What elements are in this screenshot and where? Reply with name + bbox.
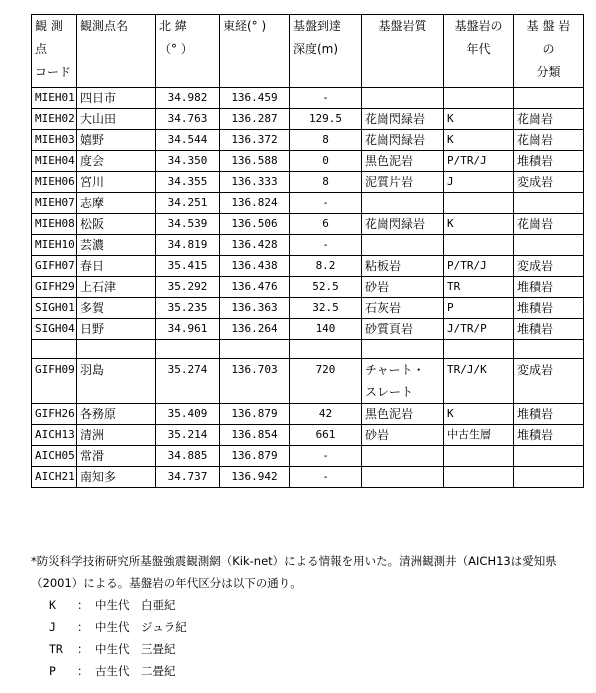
cell-age	[444, 88, 514, 109]
cell-depth: -	[290, 193, 362, 214]
cell-name: 各務原	[77, 404, 156, 425]
cell-quality	[362, 193, 444, 214]
cell-age	[444, 193, 514, 214]
legend-item	[49, 594, 591, 616]
cell-class: 堆積岩	[514, 277, 584, 298]
cell-lat: 35.292	[156, 277, 220, 298]
cell-code: MIEH01	[32, 88, 77, 109]
cell-lat: 35.214	[156, 425, 220, 446]
empty-cell	[77, 340, 156, 359]
cell-age: TR	[444, 277, 514, 298]
table-row	[32, 404, 584, 425]
cell-code: SIGH01	[32, 298, 77, 319]
cell-quality: 花崗閃緑岩	[362, 130, 444, 151]
header-age: 基盤岩の 年代	[444, 15, 514, 88]
cell-code: GIFH26	[32, 404, 77, 425]
empty-cell	[156, 340, 220, 359]
cell-quality: 花崗閃緑岩	[362, 109, 444, 130]
legend-desc: 中生代 三畳紀	[95, 642, 176, 656]
legend-item	[49, 638, 591, 660]
legend-item	[49, 616, 591, 638]
table-row	[32, 256, 584, 277]
cell-class: 堆積岩	[514, 298, 584, 319]
cell-class: 変成岩	[514, 256, 584, 277]
cell-lat: 35.415	[156, 256, 220, 277]
legend-separator: ：	[77, 598, 89, 612]
cell-depth: 6	[290, 214, 362, 235]
cell-age: TR/J/K	[444, 359, 514, 404]
cell-lon: 136.879	[220, 446, 290, 467]
header-code: 観 測 点 コード	[32, 15, 77, 88]
cell-name: 上石津	[77, 277, 156, 298]
cell-name: 宮川	[77, 172, 156, 193]
table-row	[32, 235, 584, 256]
cell-lat: 34.819	[156, 235, 220, 256]
empty-cell	[220, 340, 290, 359]
cell-lon: 136.287	[220, 109, 290, 130]
header-lon: 東経(° )	[220, 15, 290, 88]
cell-depth: 8	[290, 172, 362, 193]
cell-code: AICH13	[32, 425, 77, 446]
cell-lat: 34.885	[156, 446, 220, 467]
table-row	[32, 109, 584, 130]
cell-lat: 34.763	[156, 109, 220, 130]
cell-lon: 136.506	[220, 214, 290, 235]
legend-desc: 古生代 二畳紀	[95, 664, 176, 678]
cell-lat: 34.544	[156, 130, 220, 151]
cell-lat: 34.982	[156, 88, 220, 109]
cell-age: P	[444, 298, 514, 319]
cell-lon: 136.428	[220, 235, 290, 256]
cell-name: 嬉野	[77, 130, 156, 151]
cell-name: 清洲	[77, 425, 156, 446]
cell-age: P/TR/J	[444, 256, 514, 277]
cell-code: MIEH08	[32, 214, 77, 235]
cell-quality: 砂岩	[362, 425, 444, 446]
cell-age: K	[444, 130, 514, 151]
observation-table	[31, 14, 584, 488]
cell-lon: 136.459	[220, 88, 290, 109]
legend-desc: 中生代 ジュラ紀	[95, 620, 187, 634]
cell-lon: 136.588	[220, 151, 290, 172]
cell-lat: 35.235	[156, 298, 220, 319]
cell-lon: 136.824	[220, 193, 290, 214]
cell-code: MIEH06	[32, 172, 77, 193]
cell-lat: 35.274	[156, 359, 220, 404]
cell-name: 羽島	[77, 359, 156, 404]
cell-depth: 8.2	[290, 256, 362, 277]
cell-lat: 34.350	[156, 151, 220, 172]
cell-lon: 136.879	[220, 404, 290, 425]
cell-lat: 34.251	[156, 193, 220, 214]
empty-cell	[514, 340, 584, 359]
cell-quality	[362, 446, 444, 467]
cell-lat: 34.355	[156, 172, 220, 193]
cell-name: 大山田	[77, 109, 156, 130]
cell-age: K	[444, 109, 514, 130]
cell-code: MIEH07	[32, 193, 77, 214]
table-row	[32, 359, 584, 404]
cell-class	[514, 467, 584, 488]
legend-desc: 中生代 白亜紀	[95, 598, 176, 612]
table-row	[32, 425, 584, 446]
cell-name: 四日市	[77, 88, 156, 109]
cell-age: K	[444, 214, 514, 235]
header-quality: 基盤岩質	[362, 15, 444, 88]
legend-code: P	[49, 664, 56, 678]
cell-quality: チャート・ スレート	[362, 359, 444, 404]
table-row	[32, 214, 584, 235]
empty-cell	[362, 340, 444, 359]
cell-age: J	[444, 172, 514, 193]
empty-cell	[290, 340, 362, 359]
table-row	[32, 151, 584, 172]
cell-quality	[362, 467, 444, 488]
cell-lon: 136.333	[220, 172, 290, 193]
cell-lon: 136.438	[220, 256, 290, 277]
header-depth: 基盤到達 深度(m)	[290, 15, 362, 88]
legend-code: K	[49, 598, 56, 612]
cell-class: 堆積岩	[514, 404, 584, 425]
cell-code: GIFH07	[32, 256, 77, 277]
cell-name: 松阪	[77, 214, 156, 235]
cell-code: SIGH04	[32, 319, 77, 340]
legend-item	[49, 660, 591, 682]
cell-class	[514, 235, 584, 256]
cell-depth: -	[290, 446, 362, 467]
cell-age: K	[444, 404, 514, 425]
cell-class	[514, 446, 584, 467]
cell-class: 堆積岩	[514, 425, 584, 446]
cell-lon: 136.854	[220, 425, 290, 446]
cell-code: GIFH09	[32, 359, 77, 404]
cell-class: 花崗岩	[514, 130, 584, 151]
cell-depth: 0	[290, 151, 362, 172]
cell-code: GIFH29	[32, 277, 77, 298]
legend-separator: ：	[77, 642, 89, 656]
cell-lat: 34.539	[156, 214, 220, 235]
header-class: 基 盤 岩 の 分類	[514, 15, 584, 88]
cell-depth: 720	[290, 359, 362, 404]
cell-age	[444, 467, 514, 488]
cell-name: 常滑	[77, 446, 156, 467]
cell-lat: 34.961	[156, 319, 220, 340]
cell-name: 度会	[77, 151, 156, 172]
table-row	[32, 277, 584, 298]
cell-quality: 砂質頁岩	[362, 319, 444, 340]
cell-depth: 8	[290, 130, 362, 151]
cell-lon: 136.703	[220, 359, 290, 404]
cell-class: 変成岩	[514, 172, 584, 193]
spacer-row	[32, 340, 584, 359]
cell-quality: 黒色泥岩	[362, 151, 444, 172]
cell-quality	[362, 88, 444, 109]
cell-class: 花崗岩	[514, 214, 584, 235]
cell-depth: -	[290, 235, 362, 256]
cell-lat: 35.409	[156, 404, 220, 425]
cell-depth: 129.5	[290, 109, 362, 130]
table-row	[32, 130, 584, 151]
cell-depth: 661	[290, 425, 362, 446]
cell-quality	[362, 235, 444, 256]
cell-class: 花崗岩	[514, 109, 584, 130]
table-row	[32, 88, 584, 109]
cell-quality: 黒色泥岩	[362, 404, 444, 425]
cell-name: 日野	[77, 319, 156, 340]
cell-lon: 136.363	[220, 298, 290, 319]
cell-class: 変成岩	[514, 359, 584, 404]
cell-quality: 砂岩	[362, 277, 444, 298]
table-row	[32, 193, 584, 214]
cell-lon: 136.372	[220, 130, 290, 151]
cell-name: 南知多	[77, 467, 156, 488]
cell-name: 志摩	[77, 193, 156, 214]
cell-code: MIEH03	[32, 130, 77, 151]
cell-age: J/TR/P	[444, 319, 514, 340]
table-row	[32, 446, 584, 467]
header-lat: 北 緯 （° ）	[156, 15, 220, 88]
cell-code: AICH05	[32, 446, 77, 467]
header-name: 観測点名	[77, 15, 156, 88]
cell-code: AICH21	[32, 467, 77, 488]
cell-class: 堆積岩	[514, 319, 584, 340]
cell-quality: 石灰岩	[362, 298, 444, 319]
cell-depth: 32.5	[290, 298, 362, 319]
legend-code: J	[49, 620, 56, 634]
cell-depth: 42	[290, 404, 362, 425]
cell-class	[514, 193, 584, 214]
age-legend	[31, 594, 591, 682]
cell-depth: -	[290, 88, 362, 109]
cell-class: 堆積岩	[514, 151, 584, 172]
cell-depth: 52.5	[290, 277, 362, 298]
table-header-row	[32, 15, 584, 88]
cell-age	[444, 446, 514, 467]
cell-lat: 34.737	[156, 467, 220, 488]
table-row	[32, 319, 584, 340]
cell-name: 多賀	[77, 298, 156, 319]
legend-code: TR	[49, 642, 63, 656]
cell-age	[444, 235, 514, 256]
table-row	[32, 467, 584, 488]
cell-code: MIEH02	[32, 109, 77, 130]
cell-name: 芸濃	[77, 235, 156, 256]
cell-class	[514, 88, 584, 109]
table-row	[32, 172, 584, 193]
cell-code: MIEH04	[32, 151, 77, 172]
empty-cell	[32, 340, 77, 359]
cell-depth: 140	[290, 319, 362, 340]
table-row	[32, 298, 584, 319]
empty-cell	[444, 340, 514, 359]
cell-quality: 泥質片岩	[362, 172, 444, 193]
cell-lon: 136.264	[220, 319, 290, 340]
footnote: *防災科学技術研究所基盤強震観測網（Kik-net）による情報を用いた。清洲観測井（AICH13は愛知県（2001）による。基盤岩の年代区分は以下の通り。	[31, 554, 557, 590]
legend-separator: ：	[77, 620, 89, 634]
cell-depth: -	[290, 467, 362, 488]
cell-quality: 粘板岩	[362, 256, 444, 277]
cell-age: 中古生層	[444, 425, 514, 446]
cell-name: 春日	[77, 256, 156, 277]
cell-quality: 花崗閃緑岩	[362, 214, 444, 235]
cell-lon: 136.476	[220, 277, 290, 298]
cell-age: P/TR/J	[444, 151, 514, 172]
legend-separator: ：	[77, 664, 89, 678]
notes	[31, 550, 591, 682]
cell-code: MIEH10	[32, 235, 77, 256]
cell-lon: 136.942	[220, 467, 290, 488]
